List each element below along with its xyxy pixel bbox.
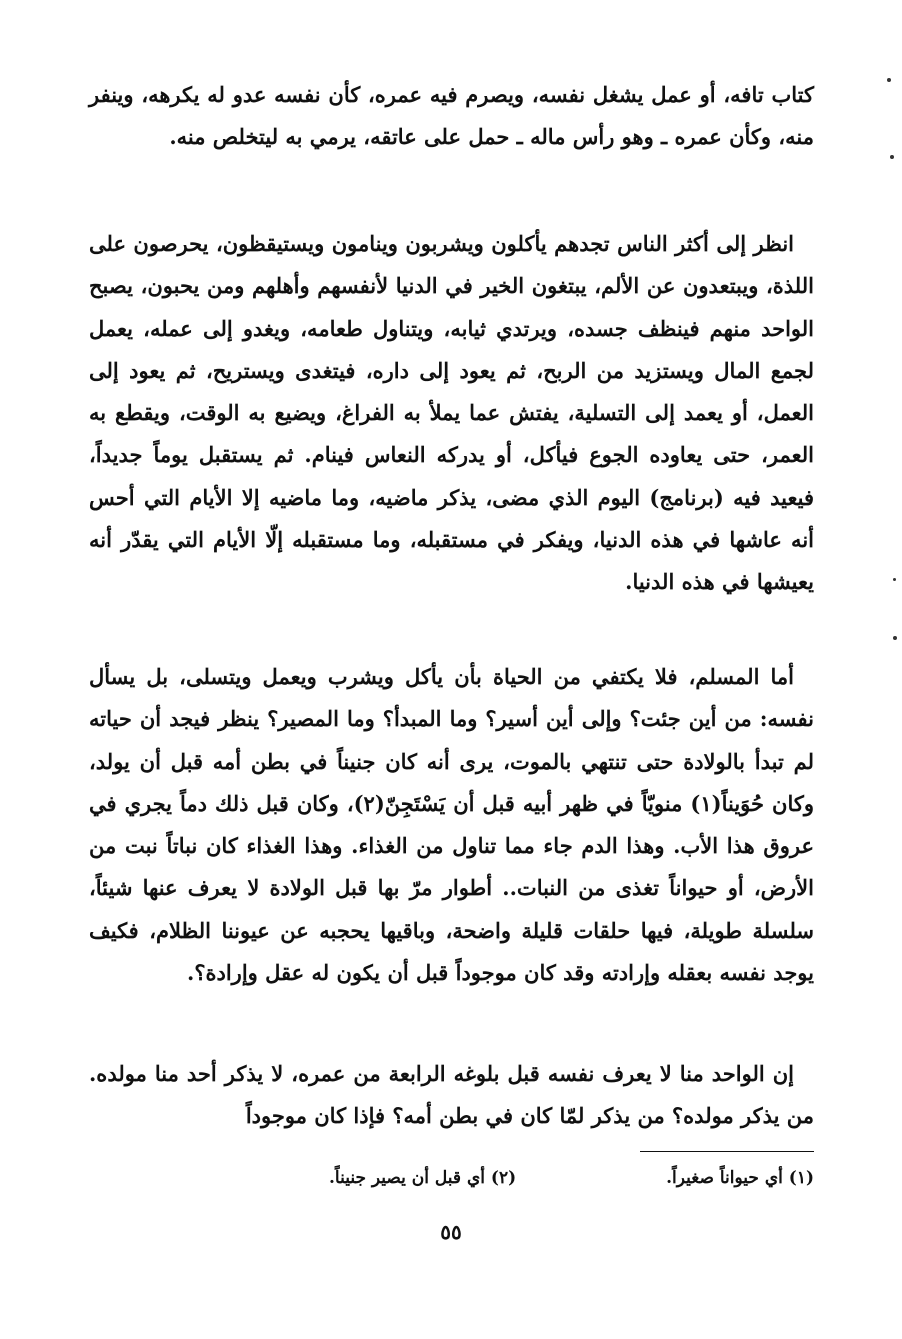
footnote-divider — [640, 1151, 814, 1152]
paragraph: إن الواحد منا لا يعرف نفسه قبل بلوغه الرابعة من عمره، لا يذكر أحد منا مولده. من يذكر مولده؟ من يذكر لمّا كان في بطن أمه؟ فإذا كان موجوداً — [89, 1061, 814, 1129]
paragraph: انظر إلى أكثر الناس تجدهم يأكلون ويشربون وينامون ويستيقظون، يحرصون على اللذة، ويبتعدون عن الألم، يبتغون الخير في الدنيا لأنفسهم وأهلهم ومن يحبون، يصبح الواحد منهم فينظف جسده، ويرتدي ثيابه، ويتناول طعامه، ويغدو إلى عمله، يعمل لجمع المال ويستزيد من الربح، ثم يعود إلى داره، فيتغدى ويستريح، ثم يعود إلى العمل، أو يعمد إلى التسلية، يفتش عما يملأ به الفراغ، ويضيع به الوقت، ويقطع به العمر، حتى يعاوده الجوع فيأكل، أو يدركه النعاس فينام. ثم يستقبل يوماً جديداً، فيعيد فيه (برنامج) اليوم الذي مضى، يذكر ماضيه، وما ماضيه إلا الأيام التي أحس أنه عاشها في هذه الدنيا، ويفكر في مستقبله، وما مستقبله إلّا الأيام التي يقدّر أنه يعيشها في هذه الدنيا. — [89, 231, 814, 595]
footnote-2: (٢) أي قبل أن يصير جنيناً. — [328, 1168, 517, 1188]
margin-speck — [893, 578, 896, 581]
paragraph: أما المسلم، فلا يكتفي من الحياة بأن يأكل ويشرب ويعمل ويتسلى، بل يسأل نفسه: من أين جئت؟ وإلى أين أسير؟ وما المبدأ؟ وما المصير؟ ينظر فيجد أن حياته لم تبدأ بالولادة حتى تنتهي بالموت، يرى أنه كان جنيناً في بطن أمه قبل أن يولد، وكان حُوَيناً(١) منويّاً في ظهر أبيه قبل أن يَسْتَجِنّ(٢)، وكان قبل ذلك دماً يجري في عروق هذا الأب. وهذا الدم جاء مما تناول من الغذاء. وهذا الغذاء كان نباتاً نبت من الأرض، أو حيواناً تغذى من النبات.. أطوار مرّ بها قبل الولادة لا يعرف عنها شيئاً، سلسلة طويلة، فيها حلقات قليلة واضحة، وباقيها يحجبه عن عيوننا الظلام، فكيف يوجد نفسه بعقله وإرادته وقد كان موجوداً قبل أن يكون له عقل وإرادة؟. — [89, 664, 814, 986]
footnote-1: (١) أي حيواناً صغيراً. — [666, 1168, 814, 1188]
margin-speck — [887, 78, 891, 82]
margin-speck — [893, 636, 897, 640]
page-number: ٥٥ — [440, 1220, 462, 1244]
margin-speck — [890, 155, 894, 159]
footnotes — [329, 1161, 814, 1195]
paragraph: كتاب تافه، أو عمل يشغل نفسه، ويصرم فيه عمره، كأن نفسه عدو له يكرهه، وينفر منه، وكأن عمره ـ وهو رأس ماله ـ حمل على عاتقه، يرمي به ليتخلص منه. — [89, 82, 814, 150]
